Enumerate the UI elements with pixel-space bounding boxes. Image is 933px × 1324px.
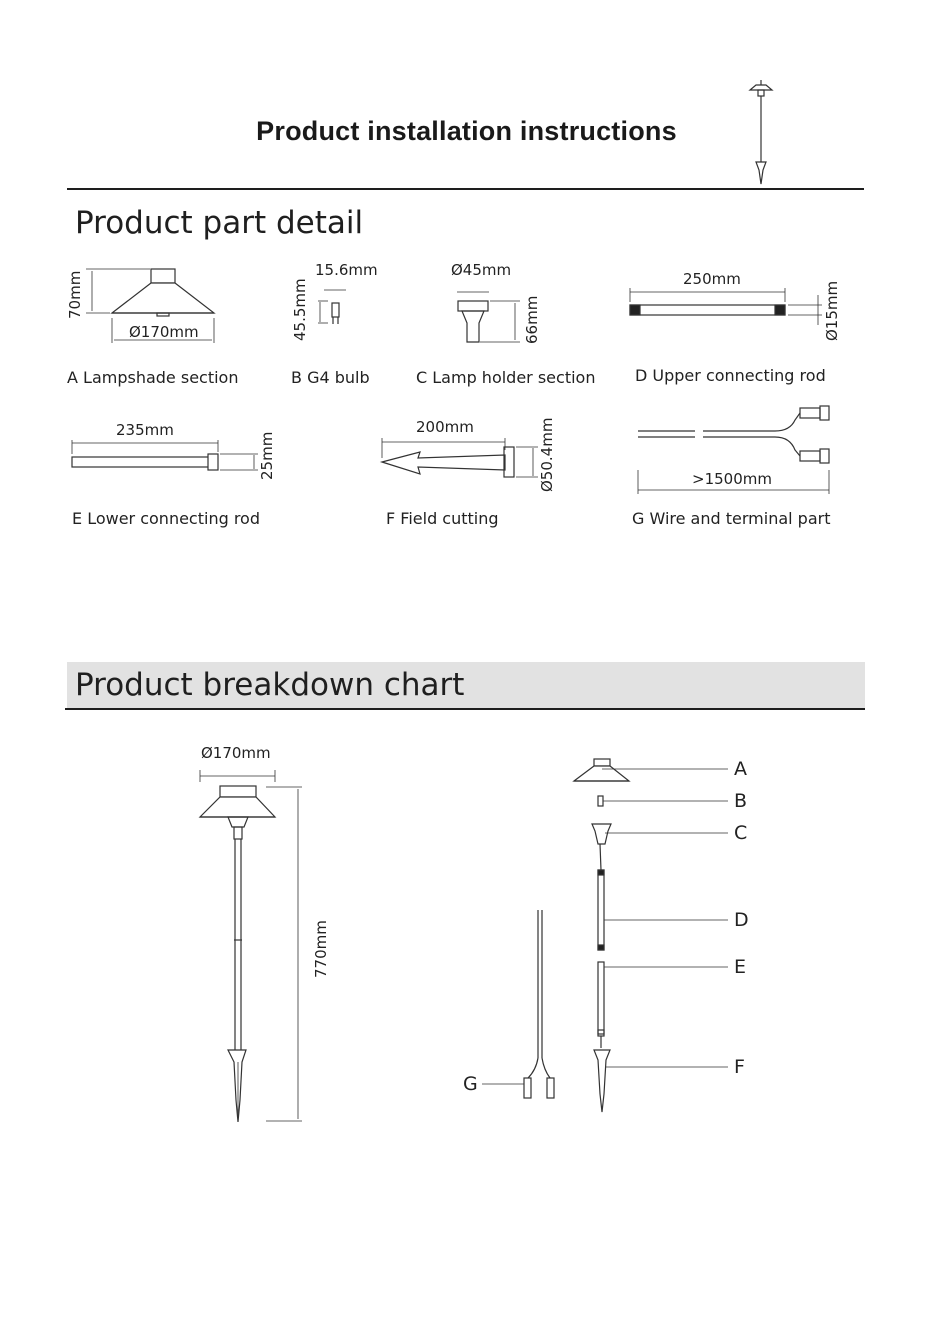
- dim-f-diameter: Ø50.4mm: [538, 417, 556, 492]
- label-e: E: [734, 956, 747, 978]
- dim-e-length: 235mm: [116, 421, 174, 439]
- dim-c-height: 66mm: [523, 295, 541, 344]
- dim-e-height: 25mm: [258, 431, 276, 480]
- caption-part-b: B G4 bulb: [291, 368, 370, 387]
- label-f: F: [734, 1056, 745, 1078]
- dim-d-diameter: Ø15mm: [823, 280, 841, 341]
- assembled-lamp-drawing: [200, 770, 302, 1122]
- caption-part-d: D Upper connecting rod: [635, 366, 826, 385]
- label-b: B: [734, 790, 748, 812]
- breakdown-diameter: Ø170mm: [201, 744, 271, 762]
- dim-a-height: 70mm: [66, 270, 84, 319]
- dim-g-length: >1500mm: [692, 470, 772, 488]
- exploded-lamp-drawing: [482, 759, 728, 1112]
- dim-b-width: 15.6mm: [315, 261, 378, 279]
- dim-f-length: 200mm: [416, 418, 474, 436]
- label-d: D: [734, 909, 749, 931]
- caption-part-c: C Lamp holder section: [416, 368, 596, 387]
- label-g: G: [463, 1073, 478, 1095]
- section-heading-breakdown: Product breakdown chart: [75, 667, 465, 703]
- caption-part-f: F Field cutting: [386, 509, 499, 528]
- dim-d-length: 250mm: [683, 270, 741, 288]
- section-heading-part-detail: Product part detail: [75, 205, 364, 241]
- label-c: C: [734, 822, 748, 844]
- breakdown-height: 770mm: [312, 920, 330, 978]
- label-a: A: [734, 758, 747, 780]
- dim-a-diameter: Ø170mm: [129, 323, 199, 341]
- caption-part-g: G Wire and terminal part: [632, 509, 831, 528]
- page-title: Product installation instructions: [256, 116, 677, 146]
- dim-b-height: 45.5mm: [291, 278, 309, 341]
- caption-part-e: E Lower connecting rod: [72, 509, 260, 528]
- dim-c-diameter: Ø45mm: [451, 261, 512, 279]
- caption-part-a: A Lampshade section: [67, 368, 239, 387]
